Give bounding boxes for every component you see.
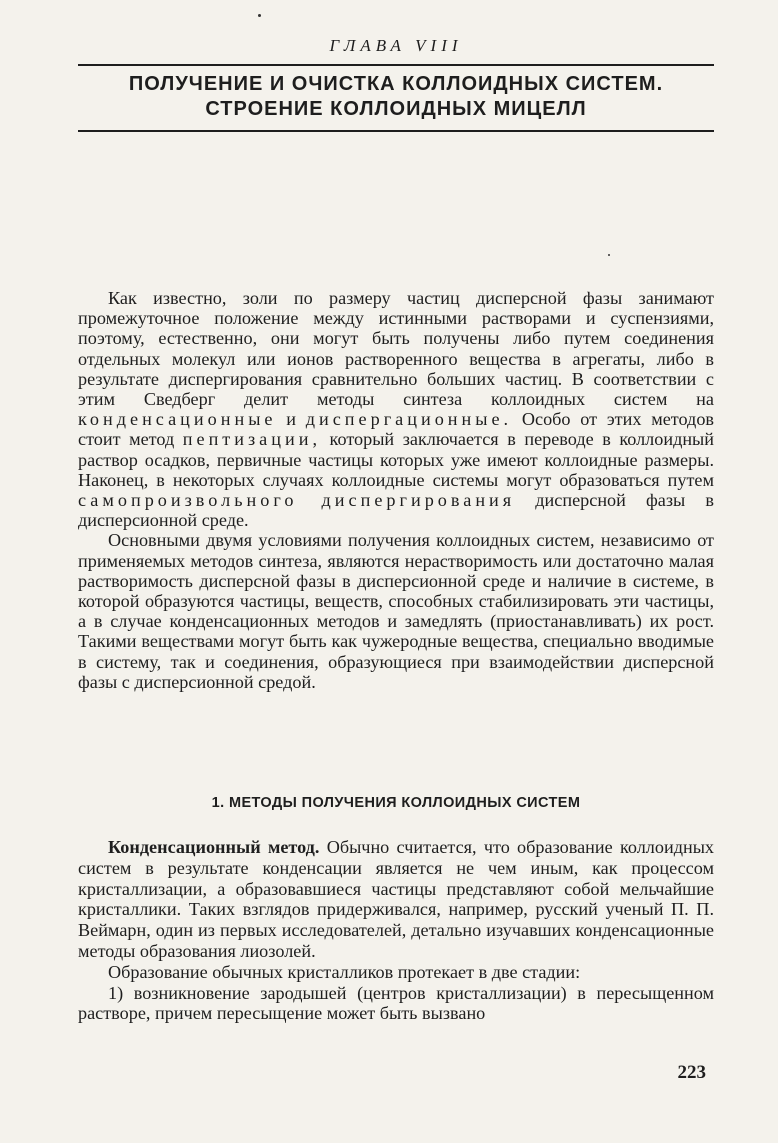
intro-paragraph-2: Основными двумя условиями получения коллоидных систем, независимо от применяемых методов синтеза, являются нерастворимость или достаточно малая растворимость дисперсной фазы в дисперсионной среде и наличие в системе, в которой образуются частицы, веществ, способных стабилизировать эти частицы, а в случае конденсационных методов и замедлять (приостанавливать) их рост. Такими веществами могут быть как чужеродные вещества, специально вводимые в систему, так и соединения, образующиеся при взаимодействии дисперсной фазы с дисперсионной средой. — [78, 530, 714, 692]
spaced-term: конденсационные — [78, 409, 277, 430]
text-run: Как известно, золи по размеру частиц дисперсной фазы занимают промежуточное положение между истинными растворами и суспензиями, поэтому, естественно, они могут быть получены либо путем соединения отдельных молекул или ионов растворенного вещества в агрегаты, либо в результате диспергирования сравнительно больших частиц. В соответствии с этим Сведберг делит методы синтеза коллоидных систем на — [78, 288, 714, 410]
text-run: Особо от этих методов стоит метод — [78, 409, 714, 450]
book-page — [78, 0, 714, 1143]
header-rule-top — [78, 64, 714, 66]
chapter-label: ГЛАВА VIII — [329, 36, 463, 55]
text-run: и — [286, 409, 296, 430]
intro-text — [78, 288, 714, 692]
spaced-term: диспергационные. — [305, 409, 513, 430]
section-paragraph-2: Образование обычных кристалликов протекает в две стадии: — [108, 961, 581, 982]
spaced-term: пептизации, — [182, 429, 321, 450]
intro-paragraph-1 — [78, 288, 714, 530]
chapter-title — [78, 72, 714, 122]
spaced-term: самопроизвольного диспергирования — [78, 490, 516, 511]
section-heading: 1. МЕТОДЫ ПОЛУЧЕНИЯ КОЛЛОИДНЫХ СИСТЕМ — [211, 795, 581, 811]
section-paragraph-1 — [78, 837, 714, 962]
chapter-title-line-2: СТРОЕНИЕ КОЛЛОИДНЫХ МИЦЕЛЛ — [205, 98, 587, 120]
text-run: который заключается в переводе в коллоидный раствор осадков, первичные частицы которых уже имеют коллоидные размеры. Наконец, в некоторых случаях коллоидные системы могут образоваться путем — [78, 429, 715, 490]
section-text — [78, 837, 714, 1024]
print-speck — [258, 14, 261, 17]
section-paragraph-3: 1) возникновение зародышей (центров кристаллизации) в пересыщенном растворе, причем пересыщение может быть вызвано — [78, 982, 714, 1024]
text-run: дисперсной фазы в дисперсионной среде. — [78, 490, 715, 531]
print-speck — [608, 254, 610, 256]
run-in-heading: Конденсационный метод. — [108, 837, 320, 857]
page-number: 223 — [677, 1062, 706, 1083]
chapter-title-line-1: ПОЛУЧЕНИЕ И ОЧИСТКА КОЛЛОИДНЫХ СИСТЕМ. — [128, 73, 664, 95]
header-rule-bottom — [78, 130, 714, 132]
text-run: Обычно считается, что образование коллоидных систем в результате конденсации является не чем иным, как процессом кристаллизации, а образовавшиеся частицы представляют собой мельчайшие кристаллики. Таких взглядов придерживался, например, русский ученый П. П. Веймарн, один из первых исследователей, детально изучавших конденсационные методы образования лиозолей. — [78, 837, 715, 961]
